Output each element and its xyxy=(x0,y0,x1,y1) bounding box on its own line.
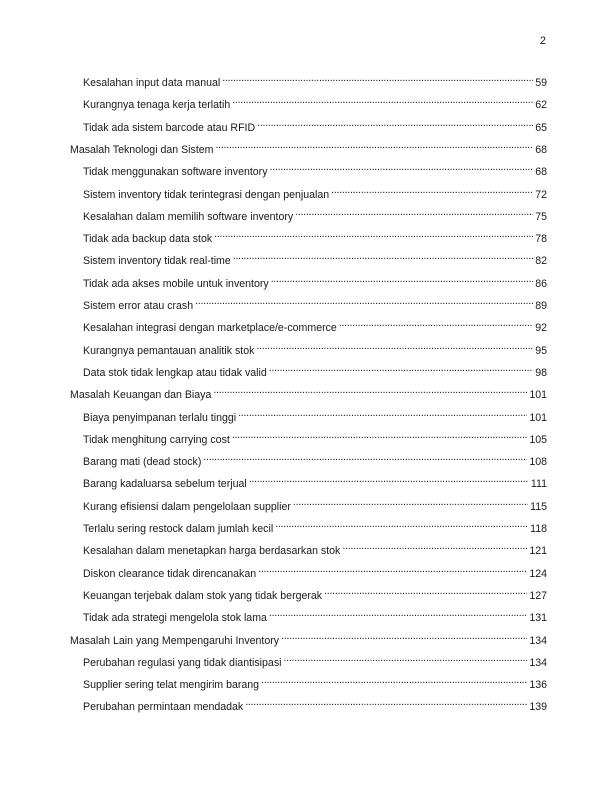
toc-entry-page: 131 xyxy=(529,612,547,625)
toc-section-entry[interactable] xyxy=(70,137,547,156)
toc-entry-page: 59 xyxy=(535,77,547,89)
toc-entry-title: Tidak menghitung carrying cost xyxy=(83,433,230,446)
toc-entry-page: 124 xyxy=(529,567,547,580)
toc-entry-title: Tidak ada strategi mengelola stok lama xyxy=(83,612,267,625)
toc-entry-page: 92 xyxy=(535,322,547,335)
toc-subsection-entry[interactable] xyxy=(83,427,547,446)
toc-subsection-entry[interactable] xyxy=(83,694,547,714)
toc-entry-title: Kurangnya tenaga kerja terlatih xyxy=(83,99,231,112)
dot-leader xyxy=(233,248,533,264)
dot-leader xyxy=(275,516,528,532)
toc-entry-page: 68 xyxy=(535,143,547,156)
toc-entry-title: Perubahan permintaan mendadak xyxy=(83,701,244,714)
toc-section-entry[interactable] xyxy=(70,628,547,647)
dot-leader xyxy=(232,92,533,108)
toc-entry-title: Barang mati (dead stock) xyxy=(83,456,202,469)
toc-subsection-entry[interactable] xyxy=(83,494,547,513)
page-number: 2 xyxy=(539,35,546,47)
toc-entry-title: Terlalu sering restock dalam jumlah kecil xyxy=(83,523,274,535)
toc-entry-title: Tidak ada akses mobile untuk inventory xyxy=(83,277,269,290)
dot-leader xyxy=(269,360,533,376)
dot-leader xyxy=(258,561,527,577)
dot-leader xyxy=(331,182,533,198)
toc-subsection-entry[interactable] xyxy=(83,605,547,625)
toc-entry-page: 136 xyxy=(529,679,547,692)
toc-entry-title: Keuangan terjebak dalam stok yang tidak bergerak xyxy=(83,589,323,602)
toc-entry-title: Data stok tidak lengkap atau tidak valid xyxy=(83,366,267,379)
dot-leader xyxy=(270,159,534,175)
dot-leader xyxy=(281,628,527,644)
dot-leader xyxy=(232,427,528,443)
dot-leader xyxy=(213,382,527,398)
toc-subsection-entry[interactable] xyxy=(83,650,547,669)
toc-entry-title: Masalah Lain yang Mempengaruhi Inventory xyxy=(70,634,280,647)
dot-leader xyxy=(261,672,527,688)
toc-subsection-entry[interactable] xyxy=(83,405,547,424)
dot-leader xyxy=(324,583,527,599)
toc-entry-title: Kesalahan dalam menetapkan harga berdasarkan stok xyxy=(83,545,341,558)
toc-subsection-entry[interactable] xyxy=(83,159,547,179)
dot-leader xyxy=(238,405,527,421)
toc-entry-title: Kesalahan integrasi dengan marketplace/e-commerce xyxy=(83,322,337,335)
toc-subsection-entry[interactable] xyxy=(83,248,547,268)
dot-leader xyxy=(339,315,533,331)
dot-leader xyxy=(222,70,533,86)
toc-entry-page: 115 xyxy=(530,500,547,513)
toc-entry-title: Sistem inventory tidak terintegrasi dengan penjualan xyxy=(83,188,330,201)
toc-entry-page: 139 xyxy=(529,701,547,714)
toc-entry-title: Masalah Keuangan dan Biaya xyxy=(70,389,212,402)
toc-subsection-entry[interactable] xyxy=(83,115,547,134)
toc-entry-page: 134 xyxy=(529,634,547,647)
toc-entry-title: Barang kadaluarsa sebelum terjual xyxy=(83,478,247,491)
toc-subsection-entry[interactable] xyxy=(83,70,547,89)
toc-entry-page: 78 xyxy=(535,233,547,246)
dot-leader xyxy=(195,293,533,309)
toc-subsection-entry[interactable] xyxy=(83,538,547,558)
toc-entry-page: 68 xyxy=(535,166,547,179)
dot-leader xyxy=(293,494,528,510)
toc-entry-title: Perubahan regulasi yang tidak diantisipasi xyxy=(83,656,282,669)
toc-entry-page: 134 xyxy=(529,656,547,669)
toc-entry-title: Sistem error atau crash xyxy=(83,300,194,312)
toc-entry-page: 108 xyxy=(529,456,547,469)
toc-subsection-entry[interactable] xyxy=(83,315,547,335)
toc-subsection-entry[interactable] xyxy=(83,92,547,112)
dot-leader xyxy=(216,137,534,153)
toc-entry-title: Tidak ada backup data stok xyxy=(83,233,213,246)
toc-entry-page: 95 xyxy=(535,344,547,357)
toc-subsection-entry[interactable] xyxy=(83,226,547,246)
dot-leader xyxy=(283,650,527,666)
toc-subsection-entry[interactable] xyxy=(83,471,547,491)
toc-entry-title: Tidak menggunakan software inventory xyxy=(83,166,268,179)
dot-leader xyxy=(249,471,529,487)
toc-entry-page: 89 xyxy=(535,300,547,312)
dot-leader xyxy=(257,115,533,131)
toc-entry-page: 121 xyxy=(529,545,547,558)
toc-entry-page: 65 xyxy=(535,121,547,134)
toc-subsection-entry[interactable] xyxy=(83,360,547,379)
toc-entry-page: 75 xyxy=(535,210,547,223)
toc-entry-title: Kurang efisiensi dalam pengelolaan supplier xyxy=(83,500,291,513)
toc-entry-page: 101 xyxy=(529,389,547,402)
toc-subsection-entry[interactable] xyxy=(83,449,547,469)
dot-leader xyxy=(271,271,534,287)
toc-subsection-entry[interactable] xyxy=(83,516,547,535)
toc-entry-title: Masalah Teknologi dan Sistem xyxy=(70,143,214,156)
toc-subsection-entry[interactable] xyxy=(83,271,547,290)
dot-leader xyxy=(342,538,527,554)
toc-subsection-entry[interactable] xyxy=(83,583,547,602)
toc-entry-page: 82 xyxy=(535,255,547,268)
toc-entry-page: 98 xyxy=(535,366,547,379)
toc-entry-title: Sistem inventory tidak real-time xyxy=(83,255,231,268)
dot-leader xyxy=(256,338,533,354)
toc-subsection-entry[interactable] xyxy=(83,182,547,201)
toc-entry-page: 101 xyxy=(529,411,547,424)
toc-entry-page: 72 xyxy=(535,188,547,201)
toc-entry-title: Kesalahan dalam memilih software inventory xyxy=(83,210,294,223)
dot-leader xyxy=(295,204,533,220)
dot-leader xyxy=(214,226,533,242)
toc-entry-title: Kurangnya pemantauan analitik stok xyxy=(83,344,255,357)
toc-entry-page: 111 xyxy=(530,478,547,491)
toc-entry-page: 86 xyxy=(535,277,547,290)
dot-leader xyxy=(269,605,527,621)
toc-entry-page: 105 xyxy=(529,433,547,446)
toc-entry-page: 118 xyxy=(530,523,547,535)
toc-subsection-entry[interactable] xyxy=(83,338,547,357)
toc-subsection-entry[interactable] xyxy=(83,204,547,223)
toc-subsection-entry[interactable] xyxy=(83,561,547,580)
toc-entry-title: Kesalahan input data manual xyxy=(83,77,221,89)
toc-entry-title: Diskon clearance tidak direncanakan xyxy=(83,567,257,580)
dot-leader xyxy=(203,449,527,465)
toc-entry-page: 127 xyxy=(529,589,547,602)
toc-entry-title: Biaya penyimpanan terlalu tinggi xyxy=(83,411,237,424)
toc-entry-title: Supplier sering telat mengirim barang xyxy=(83,679,260,692)
toc-section-entry[interactable] xyxy=(70,382,547,402)
dot-leader xyxy=(245,694,527,710)
toc-entry-page: 62 xyxy=(535,99,547,112)
toc-subsection-entry[interactable] xyxy=(83,672,547,692)
toc-entry-title: Tidak ada sistem barcode atau RFID xyxy=(83,121,256,134)
toc-subsection-entry[interactable] xyxy=(83,293,547,312)
